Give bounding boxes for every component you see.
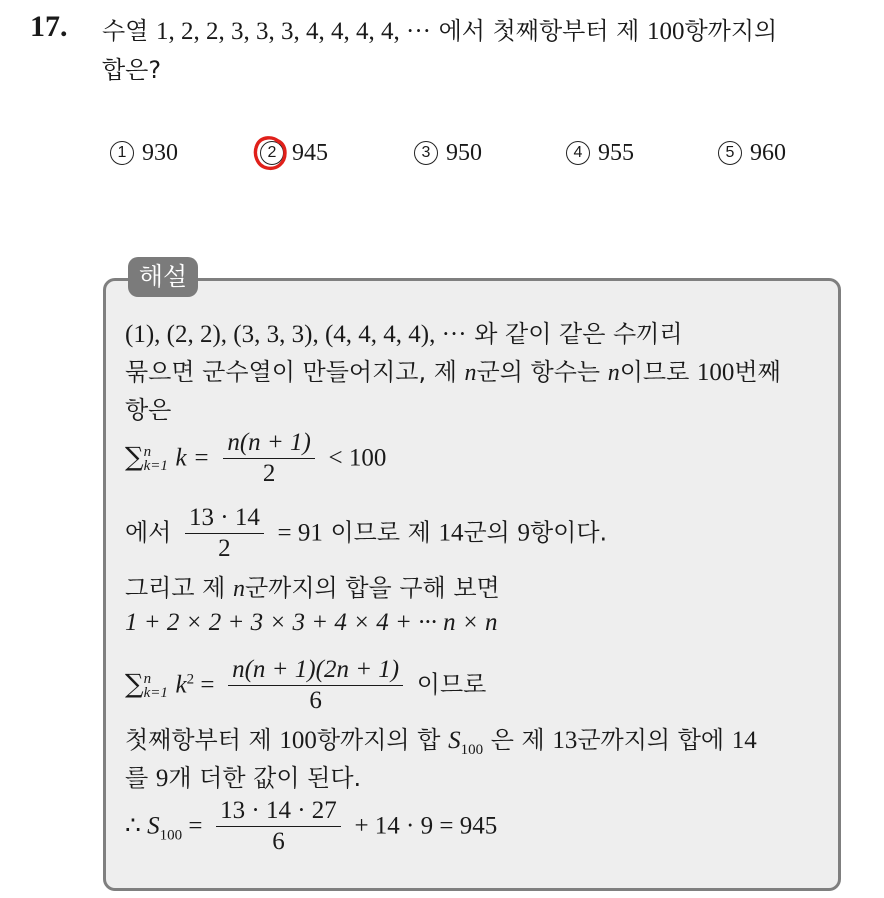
- final-answer-equation: ∴ $S_{100}$ = $\frac{13 \cdot 14 \cdot 27}{6}$ + 14 · 9 = 945: [125, 797, 498, 855]
- choice-4[interactable]: 4 955: [566, 140, 634, 167]
- fraction-13-14-over-2: $\frac{13 \cdot 14}{2}$: [185, 503, 264, 564]
- choice-5[interactable]: 5 960: [718, 140, 786, 167]
- choice-marker-1: 1: [110, 141, 134, 165]
- fraction-n-n1-over-2: $\frac{n(n + 1)}{2}$: [223, 428, 315, 489]
- choice-1[interactable]: 1 930: [110, 140, 178, 167]
- solution-line-1: (1), (2, 2), (3, 3, 3), (4, 4, 4, 4), ··· 와 같이 같은 수끼리: [125, 320, 683, 348]
- solution-line-10: 를 9개 더한 값이 된다.: [125, 764, 362, 792]
- choice-2[interactable]: 2 945: [260, 140, 328, 167]
- solution-line-7: 1 + 2 × 2 + 3 × 3 + 4 × 4 + ··· n × n: [125, 609, 498, 636]
- solution-line-3: 항은: [125, 396, 172, 424]
- question-number: 17.: [30, 10, 68, 43]
- solution-line-6: 그리고 제 n군까지의 합을 구해 보면: [125, 574, 500, 602]
- choice-3[interactable]: 3 950: [414, 140, 482, 167]
- fraction-sum-of-squares: $\frac{n(n + 1)(2n + 1)}{6}$: [228, 655, 403, 716]
- choice-marker-4: 4: [566, 141, 590, 165]
- answer-choices: [0, 140, 884, 180]
- choice-marker-3: 3: [414, 141, 438, 165]
- choice-marker-2: 2: [260, 141, 284, 165]
- question-text: 수열 1, 2, 2, 3, 3, 3, 4, 4, 4, 4, ··· 에서 첫째항부터 제 100항까지의 합은?: [102, 17, 778, 84]
- equation-13-14: 에서 $\frac{13 \cdot 14}{2}$ = 91 이므로 제 14군의 9항이다.: [125, 504, 608, 562]
- solution-line-9: 첫째항부터 제 100항까지의 합 $S_{100}$ 은 제 13군까지의 합에 14: [125, 726, 757, 758]
- equation-sum-k-squared: ∑ n k=1 $k^2$ = $\frac{n(n + 1)(2n + 1)}{6}$ 이므로: [125, 656, 487, 714]
- solution-line-2: 묶으면 군수열이 만들어지고, 제 n군의 항수는 n이므로 100번째: [125, 358, 781, 386]
- fraction-13-14-27-over-6: $\frac{13 \cdot 14 \cdot 27}{6}$: [216, 796, 341, 857]
- solution-tag: 해설: [128, 257, 198, 297]
- choice-marker-5: 5: [718, 141, 742, 165]
- equation-sum-k: ∑ n k=1 k = $\frac{n(n + 1)}{2}$ < 100: [125, 429, 387, 487]
- selected-answer-circle: [252, 133, 288, 173]
